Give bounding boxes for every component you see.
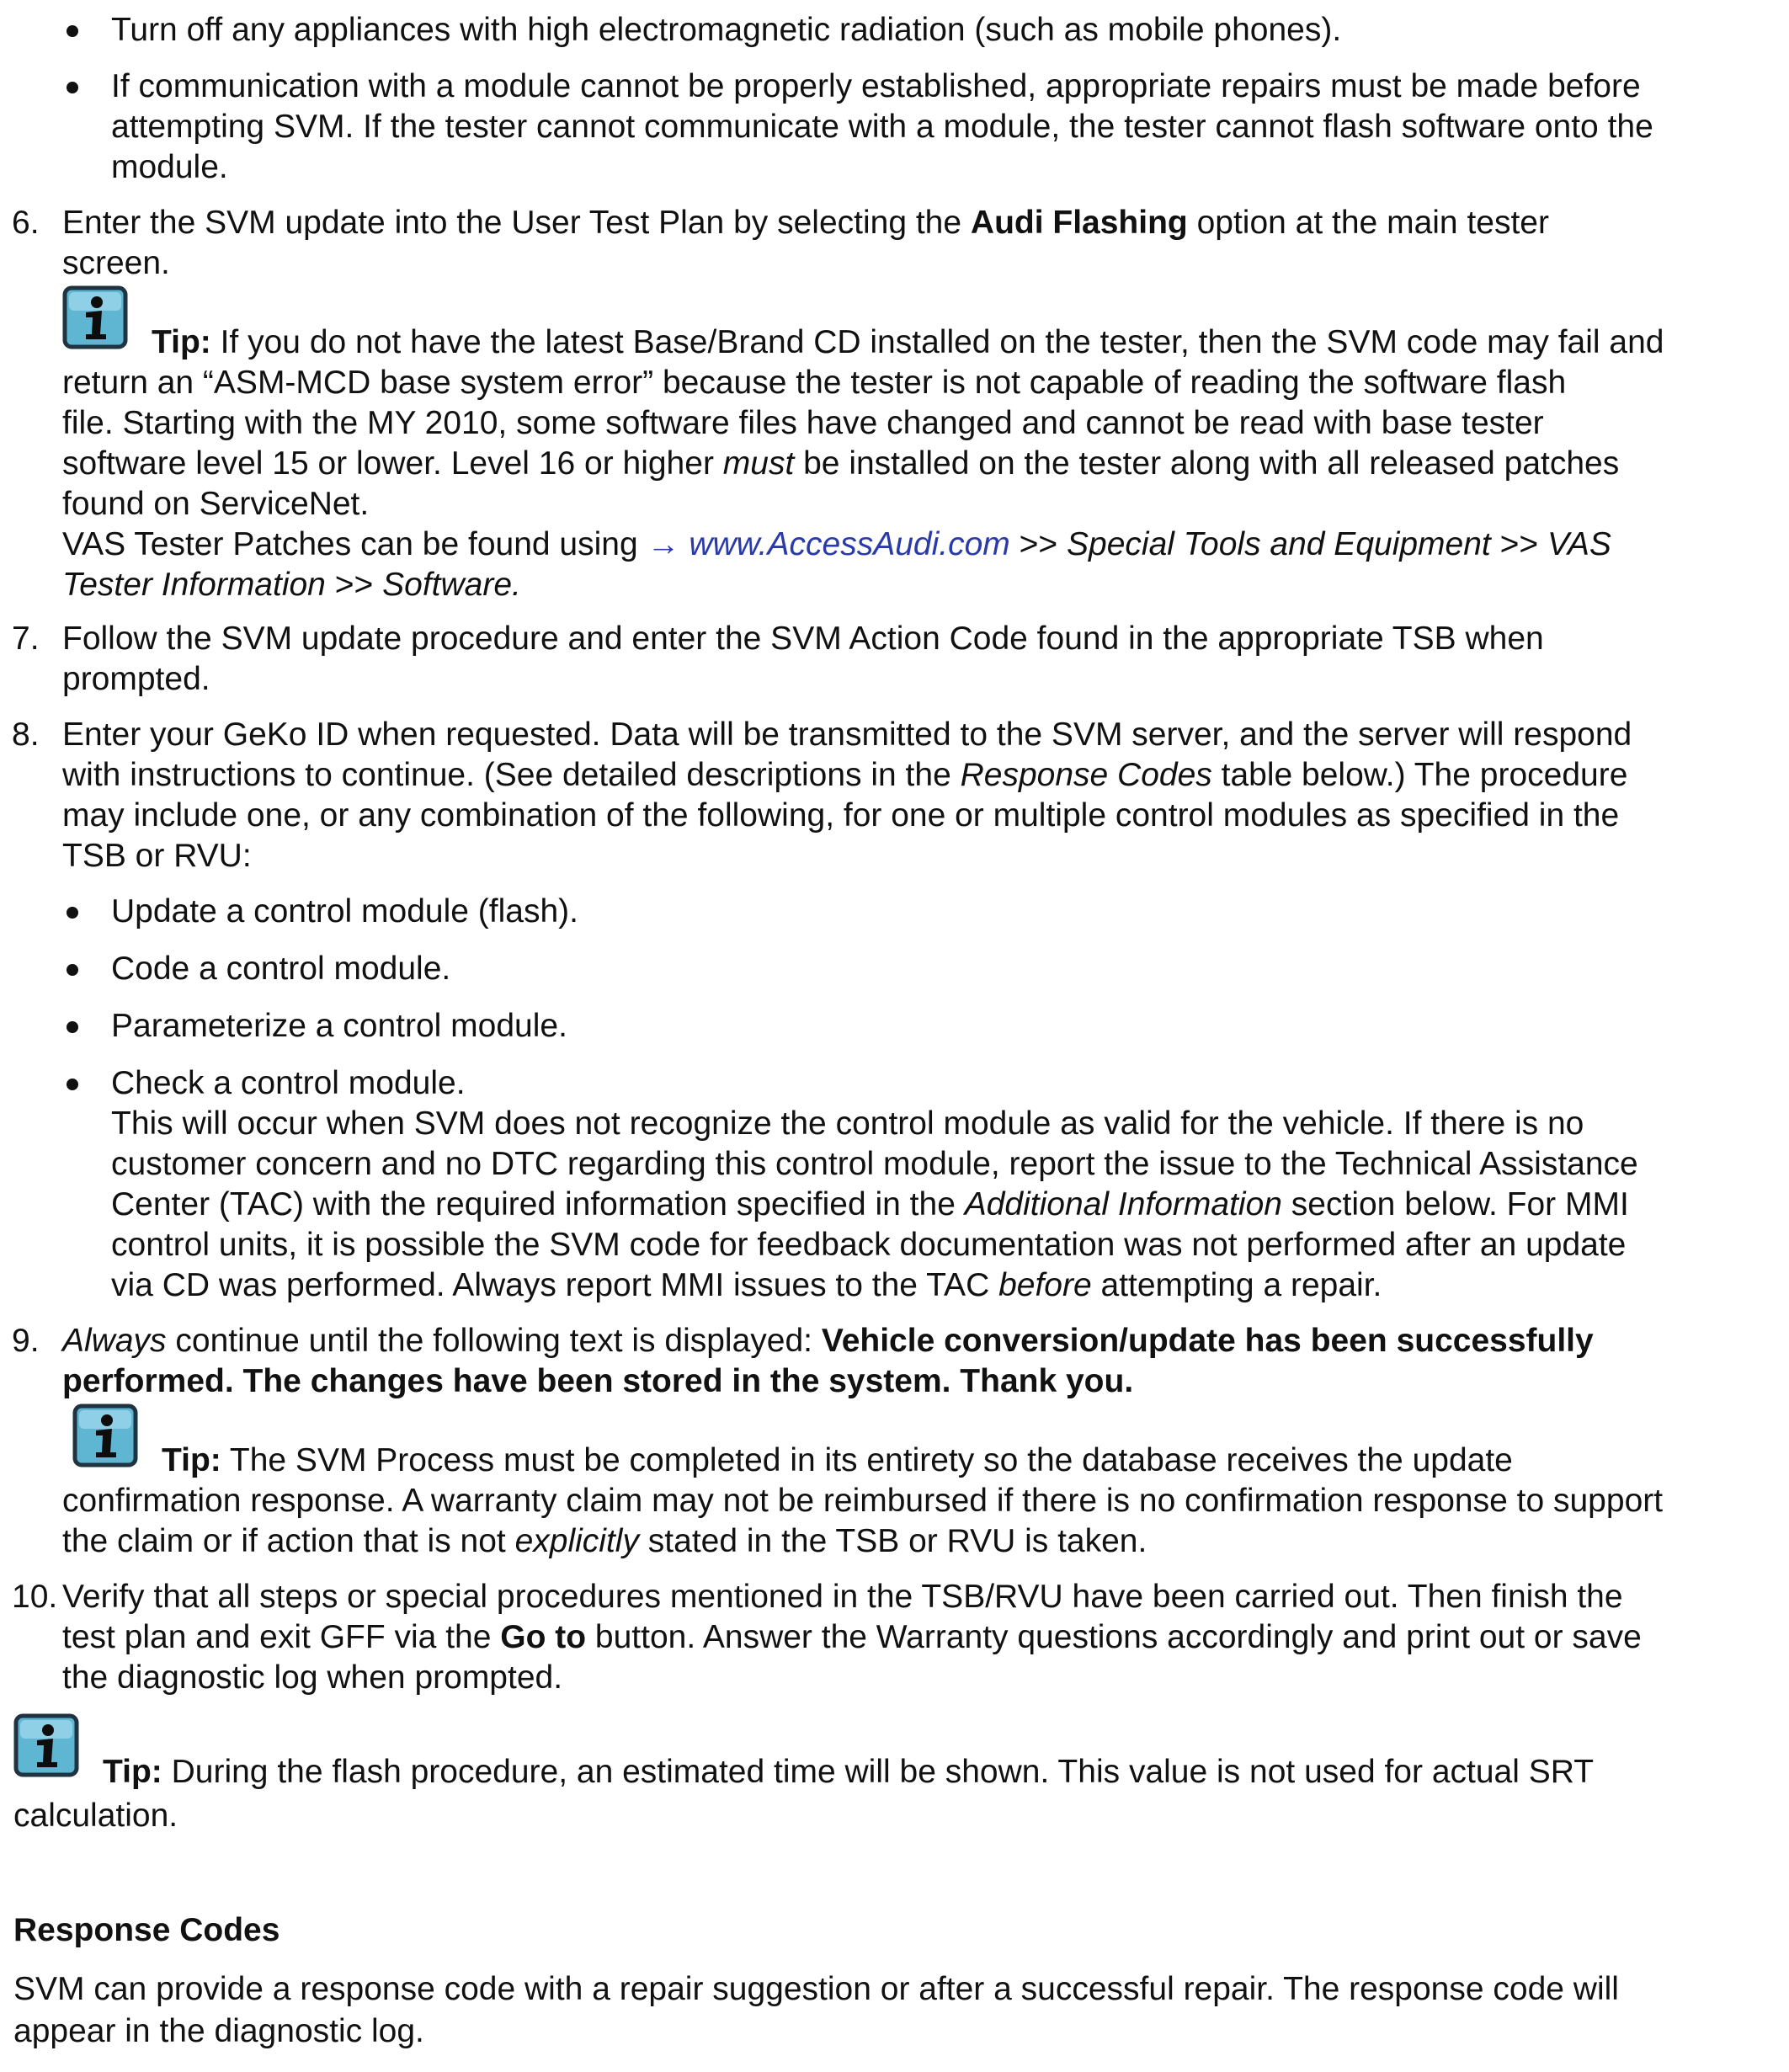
bullet-text: Parameterize a control module. — [111, 1008, 567, 1044]
step-8-text: TSB or RVU: — [62, 838, 252, 874]
tip-2-text: the claim or if action that is not explicitly stated in the TSB or RVU is taken. — [62, 1523, 1147, 1559]
tip-2-text: Tip: The SVM Process must be completed in its entirety so the database receives the update — [162, 1442, 1513, 1478]
bullet — [67, 82, 78, 93]
tip-1-text: found on ServiceNet. — [62, 486, 370, 522]
step-10-text: the diagnostic log when prompted. — [62, 1659, 563, 1696]
bullet-text: Update a control module (flash). — [111, 893, 578, 929]
bullet-text: module. — [111, 149, 228, 185]
tip-1-text: software level 15 or lower. Level 16 or higher must be installed on the tester along with all released patches — [62, 445, 1620, 482]
response-codes-text: SVM can provide a response code with a repair suggestion or after a successful repair. The response code will — [13, 1971, 1619, 2007]
step-9-text: Always continue until the following text is displayed: Vehicle conversion/update has been successfully — [62, 1323, 1594, 1359]
info-icon — [72, 1404, 138, 1467]
info-icon — [62, 285, 128, 349]
step-10-text: Verify that all steps or special procedures mentioned in the TSB/RVU have been carried out. Then finish the — [62, 1579, 1623, 1615]
tip-3-text: calculation. — [13, 1798, 178, 1834]
bullet — [67, 25, 78, 37]
bullet-text: Turn off any appliances with high electromagnetic radiation (such as mobile phones). — [111, 12, 1342, 48]
bullet-text: Code a control module. — [111, 951, 451, 987]
accessaudi-link[interactable]: → www.AccessAudi.com — [647, 526, 1010, 562]
info-icon — [13, 1713, 79, 1777]
step-number: 8. — [12, 716, 40, 753]
response-codes-text: appear in the diagnostic log. — [13, 2013, 424, 2049]
step-7-text: Follow the SVM update procedure and enter the SVM Action Code found in the appropriate TSB when — [62, 621, 1544, 657]
tip-1-text: file. Starting with the MY 2010, some software files have changed and cannot be read with base tester — [62, 405, 1544, 441]
step-8-text: Enter your GeKo ID when requested. Data will be transmitted to the SVM server, and the server will respond — [62, 716, 1632, 753]
step-6-text: Enter the SVM update into the User Test Plan by selecting the Audi Flashing option at the main tester — [62, 205, 1549, 241]
bullet-text: Check a control module. — [111, 1065, 466, 1101]
bullet — [67, 1021, 78, 1033]
step-10-text: test plan and exit GFF via the Go to button. Answer the Warranty questions accordingly and print out or save — [62, 1619, 1642, 1655]
step-number: 9. — [12, 1323, 40, 1359]
step-7-text: prompted. — [62, 661, 210, 697]
tip-1-text: Tip: If you do not have the latest Base/Brand CD installed on the tester, then the SVM code may fail and — [152, 324, 1664, 360]
step-number: 7. — [12, 621, 40, 657]
bullet — [67, 1079, 78, 1090]
tip-2-text: confirmation response. A warranty claim may not be reimbursed if there is no confirmation response to support — [62, 1483, 1664, 1519]
step-number: 6. — [12, 205, 40, 241]
tip-1-text: VAS Tester Patches can be found using → www.AccessAudi.com >> Special Tools and Equipment >> VAS — [62, 526, 1611, 562]
bullet-text: attempting SVM. If the tester cannot communicate with a module, the tester cannot flash software onto the — [111, 109, 1653, 145]
check-module-text: This will occur when SVM does not recognize the control module as valid for the vehicle. If there is no — [111, 1105, 1584, 1142]
bullet — [67, 964, 78, 976]
tip-1-text: return an “ASM-MCD base system error” because the tester is not capable of reading the software flash — [62, 365, 1567, 401]
check-module-text: Center (TAC) with the required information specified in the Additional Information section below. For MMI — [111, 1186, 1629, 1222]
tip-3-text: Tip: During the flash procedure, an estimated time will be shown. This value is not used for actual SRT — [103, 1754, 1595, 1790]
check-module-text: via CD was performed. Always report MMI issues to the TAC before attempting a repair. — [111, 1267, 1382, 1303]
check-module-text: customer concern and no DTC regarding this control module, report the issue to the Technical Assistance — [111, 1146, 1638, 1182]
step-8-text: with instructions to continue. (See detailed descriptions in the Response Codes table below.) The procedure — [62, 757, 1628, 793]
section-heading: Response Codes — [13, 1912, 280, 1948]
step-8-text: may include one, or any combination of the following, for one or multiple control modules as specified in the — [62, 797, 1620, 834]
bullet-text: If communication with a module cannot be properly established, appropriate repairs must be made before — [111, 68, 1641, 104]
step-number: 10. — [12, 1579, 58, 1615]
tip-1-text: Tester Information >> Software. — [62, 567, 521, 603]
step-9-text: performed. The changes have been stored in the system. Thank you. — [62, 1363, 1134, 1399]
step-6-text: screen. — [62, 245, 170, 281]
bullet — [67, 907, 78, 919]
check-module-text: control units, it is possible the SVM code for feedback documentation was not performed after an update — [111, 1227, 1627, 1263]
